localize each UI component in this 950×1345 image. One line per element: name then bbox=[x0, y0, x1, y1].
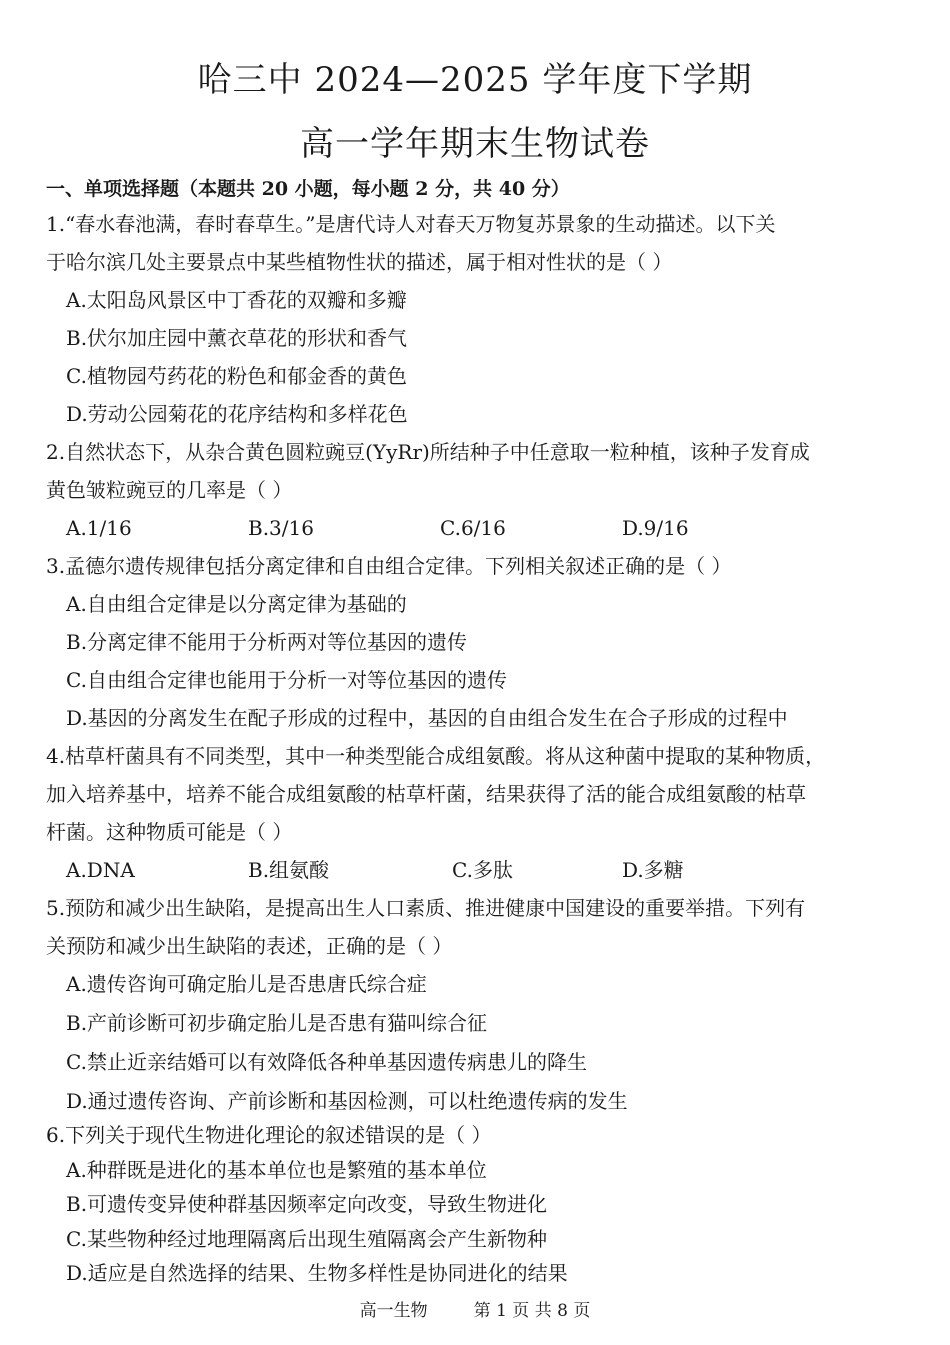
question-1-option-d: D.劳动公园菊花的花序结构和多样花色 bbox=[66, 402, 408, 426]
question-5-option-c: C.禁止近亲结婚可以有效降低各种单基因遗传病患儿的降生 bbox=[66, 1050, 587, 1074]
question-4-stem-line-3: 杆菌。这种物质可能是（ ） bbox=[46, 820, 293, 844]
question-5-option-d: D.通过遗传咨询、产前诊断和基因检测，可以杜绝遗传病的发生 bbox=[66, 1089, 628, 1113]
question-4-option-b: B.组氨酸 bbox=[248, 858, 330, 882]
question-3-option-c: C.自由组合定律也能用于分析一对等位基因的遗传 bbox=[66, 668, 507, 692]
question-2-option-d: D.9/16 bbox=[622, 516, 689, 540]
question-3-option-d: D.基因的分离发生在配子形成的过程中，基因的自由组合发生在合子形成的过程中 bbox=[66, 706, 788, 730]
exam-title-line2: 高一学年期末生物试卷 bbox=[300, 124, 650, 164]
question-3-option-a: A.自由组合定律是以分离定律为基础的 bbox=[66, 592, 407, 616]
exam-title-line1: 哈三中 2024—2025 学年度下学期 bbox=[197, 60, 753, 100]
footer-page-number: 第 1 页 共 8 页 bbox=[473, 1301, 591, 1321]
footer-subject: 高一生物 bbox=[359, 1301, 428, 1321]
section-heading: 一、单项选择题（本题共 20 小题，每小题 2 分，共 40 分） bbox=[46, 178, 570, 200]
question-6-stem-line-1: 6.下列关于现代生物进化理论的叙述错误的是（ ） bbox=[46, 1123, 492, 1147]
question-3-stem-line-1: 3.孟德尔遗传规律包括分离定律和自由组合定律。下列相关叙述正确的是（ ） bbox=[46, 554, 732, 578]
question-2-option-c: C.6/16 bbox=[440, 516, 506, 540]
question-4-stem-line-1: 4.枯草杆菌具有不同类型，其中一种类型能合成组氨酸。将从这种菌中提取的某种物质， bbox=[46, 744, 826, 768]
question-1-option-a: A.太阳岛风景区中丁香花的双瓣和多瓣 bbox=[66, 288, 407, 312]
question-3-option-b: B.分离定律不能用于分析两对等位基因的遗传 bbox=[66, 630, 468, 654]
question-1-stem-line-2: 于哈尔滨几处主要景点中某些植物性状的描述，属于相对性状的是（ ） bbox=[46, 250, 673, 274]
question-5-option-a: A.遗传咨询可确定胎儿是否患唐氏综合症 bbox=[66, 972, 427, 996]
question-2-option-a: A.1/16 bbox=[66, 516, 132, 540]
question-5-stem-line-2: 关预防和减少出生缺陷的表述，正确的是（ ） bbox=[46, 934, 453, 958]
question-4-option-c: C.多肽 bbox=[452, 858, 513, 882]
question-2-option-b: B.3/16 bbox=[248, 516, 314, 540]
question-1-stem-line-1: 1.“春水春池满，春时春草生。”是唐代诗人对春天万物复苏景象的生动描述。以下关 bbox=[46, 212, 776, 236]
question-6-option-c: C.某些物种经过地理隔离后出现生殖隔离会产生新物种 bbox=[66, 1227, 547, 1251]
question-1-option-b: B.伏尔加庄园中薰衣草花的形状和香气 bbox=[66, 326, 408, 350]
question-6-option-b: B.可遗传变异使种群基因频率定向改变，导致生物进化 bbox=[66, 1192, 548, 1216]
question-6-option-d: D.适应是自然选择的结果、生物多样性是协同进化的结果 bbox=[66, 1261, 568, 1285]
question-2-stem-line-2: 黄色皱粒豌豆的几率是（ ） bbox=[46, 478, 293, 502]
question-2-stem-line-1: 2.自然状态下，从杂合黄色圆粒豌豆(YyRr)所结种子中任意取一粒种植，该种子发育成 bbox=[46, 440, 810, 464]
page-footer bbox=[0, 1296, 950, 1321]
question-5-option-b: B.产前诊断可初步确定胎儿是否患有猫叫综合征 bbox=[66, 1011, 488, 1035]
question-4-stem-line-2: 加入培养基中，培养不能合成组氨酸的枯草杆菌，结果获得了活的能合成组氨酸的枯草 bbox=[46, 782, 806, 806]
question-6-option-a: A.种群既是进化的基本单位也是繁殖的基本单位 bbox=[66, 1158, 487, 1182]
question-5-stem-line-1: 5.预防和减少出生缺陷，是提高出生人口素质、推进健康中国建设的重要举措。下列有 bbox=[46, 896, 806, 920]
question-4-option-a: A.DNA bbox=[66, 858, 135, 882]
question-1-option-c: C.植物园芍药花的粉色和郁金香的黄色 bbox=[66, 364, 407, 388]
question-4-option-d: D.多糖 bbox=[622, 858, 684, 882]
